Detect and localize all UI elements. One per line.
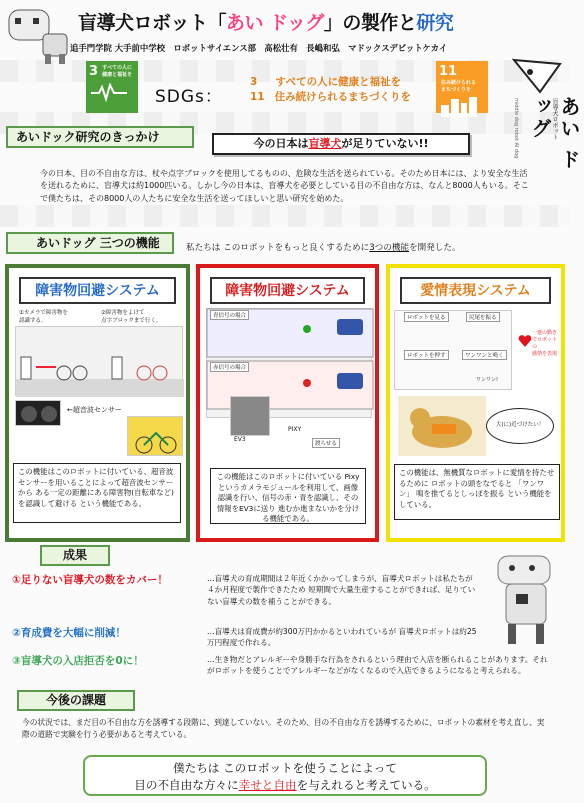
pixy-label: PIXY [288, 426, 302, 433]
result-3-text: …生き物だとアレルギーや身勝手な行為をされるという理由で入店を断られることがあります。それがロボットを使うことでアレルギーなどがなくなるので入店できるようになると考えられる。 [207, 655, 548, 676]
guide-dog-photo [398, 396, 486, 456]
flow-bark: ワンワン! [476, 377, 499, 383]
aidog-logo [510, 56, 581, 186]
flow-step: 尻尾を振る [466, 312, 500, 322]
robot-dog-photo [478, 548, 558, 648]
panel-title: 障害物回避システム [210, 277, 365, 304]
authors-line: 追手門学院 大手前中学校 ロボットサイエンス部 髙松壮有 長嶋和弘 マドックスデビットケカイ [70, 43, 448, 53]
logo-dog-icon [510, 56, 565, 96]
blue-signal-tag: 青信号の場合 [210, 310, 249, 320]
sdg-goal3-badge: 3 すべての人に 健康と福祉を [86, 61, 138, 113]
flow-step: ワンワンと鳴く [462, 350, 507, 360]
go-tag: 渡らせる [312, 438, 340, 448]
background-stripe [0, 205, 569, 227]
flow-step: ロボットを見る [404, 312, 449, 322]
panel-caption: ②障害物をよけて 点字ブロックまで行く。 [101, 310, 162, 324]
shortage-banner: 今の日本は盲導犬が足りていない!! [212, 133, 470, 155]
result-2-text: …盲導犬は育成費が約300万円かかるといわれているが 盲導犬ロボットは約25万円程度で作れる。 [207, 627, 477, 648]
origin-paragraph: 今の日本、目の不自由な方は、杖や点字ブロックを使用してるものの、危険な生活を送られている。そのため日本には、より安全な生活を送れるために、盲導犬は約1000匹いる。しかし今の日本は、盲導犬を必要としている目の不自由な方は、なんと8000人もいる。そこで僕たちは、その8000人の人たちに安全な生活を送ってほしいと思い研究を始めた。 [40, 169, 529, 203]
result-3-heading: ③盲導犬の入店拒否を0に！ [12, 655, 144, 667]
future-text: 今の状況では、まだ目の不自由な方を誘導する段階に、到達していない。そのため、目の不自由な方を誘導するために、ロボットの素材を考え直し、実際の道路で実験を行う必要があると考えている。 [22, 718, 545, 739]
panel-description: この機能はこのロボットに付いている、超音波センサーを用いることによって超音波センサーから ある一定の距離にある障害物(自転車など)を認識して避ける という機能である。 [13, 463, 181, 523]
speech-bubble: 大(に)近づけたい！ [486, 408, 554, 444]
bicycle-photo [127, 416, 183, 456]
result-1-text: …盲導犬の育成期間は２年近くかかってしまうが、盲導犬ロボットは私たちが４か月程度で製作できたため 短期間で大量生産することができれば、足りていない盲導犬の数を補うことができる。 [207, 574, 476, 606]
sensor-label: ←超音波センサー [67, 406, 122, 414]
ultrasonic-sensor-photo [15, 400, 61, 426]
panel-title: 愛情表現システム [400, 277, 551, 304]
panel-description: この機能はこのロボットに付いている Pixyというカメラモジュールを利用して、画像認識を行い、信号の赤・青を認識し、その情報をEV3に送り 進むか進まないかを分ける機能である。 [210, 468, 366, 524]
closing-line-1: 僕たちは このロボットを使うことによって [173, 761, 397, 775]
result-1-heading: ①足りない盲導犬の数をカバー！ [12, 574, 168, 586]
feature-panel-camera [196, 264, 379, 542]
section-heading-origin: あいドック研究のきっかけ [6, 126, 194, 148]
logo-small-text: 盲導犬ロボット [551, 98, 558, 140]
emotion-note: 一連の動き でロボットの 感情を表現 [532, 330, 558, 357]
sdgs-goals-text: 3 すべての人に健康と福祉を 11 住み続けられるまちづくりを [250, 76, 412, 103]
panel-caption: ①カメラで障害物を 認識する。 [19, 310, 68, 324]
panel-description: この機能は、無機質なロボットに愛情を持たせるために ロボットの頭をなでると 「ワンワン」 鳴を推てるとしっぽを振る という機能をしている。 [394, 464, 560, 520]
robot-dog-image [3, 4, 71, 66]
logo-english-text: middle dog robot AI dog [513, 98, 519, 159]
heart-icon [518, 334, 532, 348]
ev3-photo [230, 396, 270, 436]
heartbeat-icon [89, 81, 129, 103]
features-intro: 私たちは このロボットをもっと良くするために3つの機能を開発した。 [186, 243, 461, 253]
feature-panel-affection [386, 264, 565, 542]
section-heading-features: あいドッグ 三つの機能 [6, 232, 174, 254]
logo-big-text: あい ドッグ [528, 96, 581, 171]
closing-line-2: 目の不自由な方々に幸せと自由を与えれると考えている。 [134, 778, 436, 792]
obstacle-avoid-figure [15, 326, 183, 396]
flow-step: ロボットを押す [404, 350, 449, 360]
ev3-label: EV3 [234, 436, 246, 443]
feature-panel-ultrasonic [5, 264, 190, 542]
red-signal-tag: 赤信号の場合 [210, 362, 249, 372]
sdg-goal11-badge: 11 住み続けられる まちづくりを [436, 61, 488, 113]
section-heading-results: 成果 [40, 545, 110, 566]
sdgs-label: SDGs： [155, 87, 223, 107]
result-2-heading: ②育成費を大幅に削減！ [12, 627, 126, 639]
section-heading-future: 今後の課題 [17, 690, 135, 711]
poster-title: 盲導犬ロボット「あい ドッグ」の製作と研究 [78, 12, 454, 34]
city-icon [439, 95, 479, 117]
closing-statement [83, 755, 487, 796]
panel-title: 障害物回避システム [19, 277, 176, 304]
